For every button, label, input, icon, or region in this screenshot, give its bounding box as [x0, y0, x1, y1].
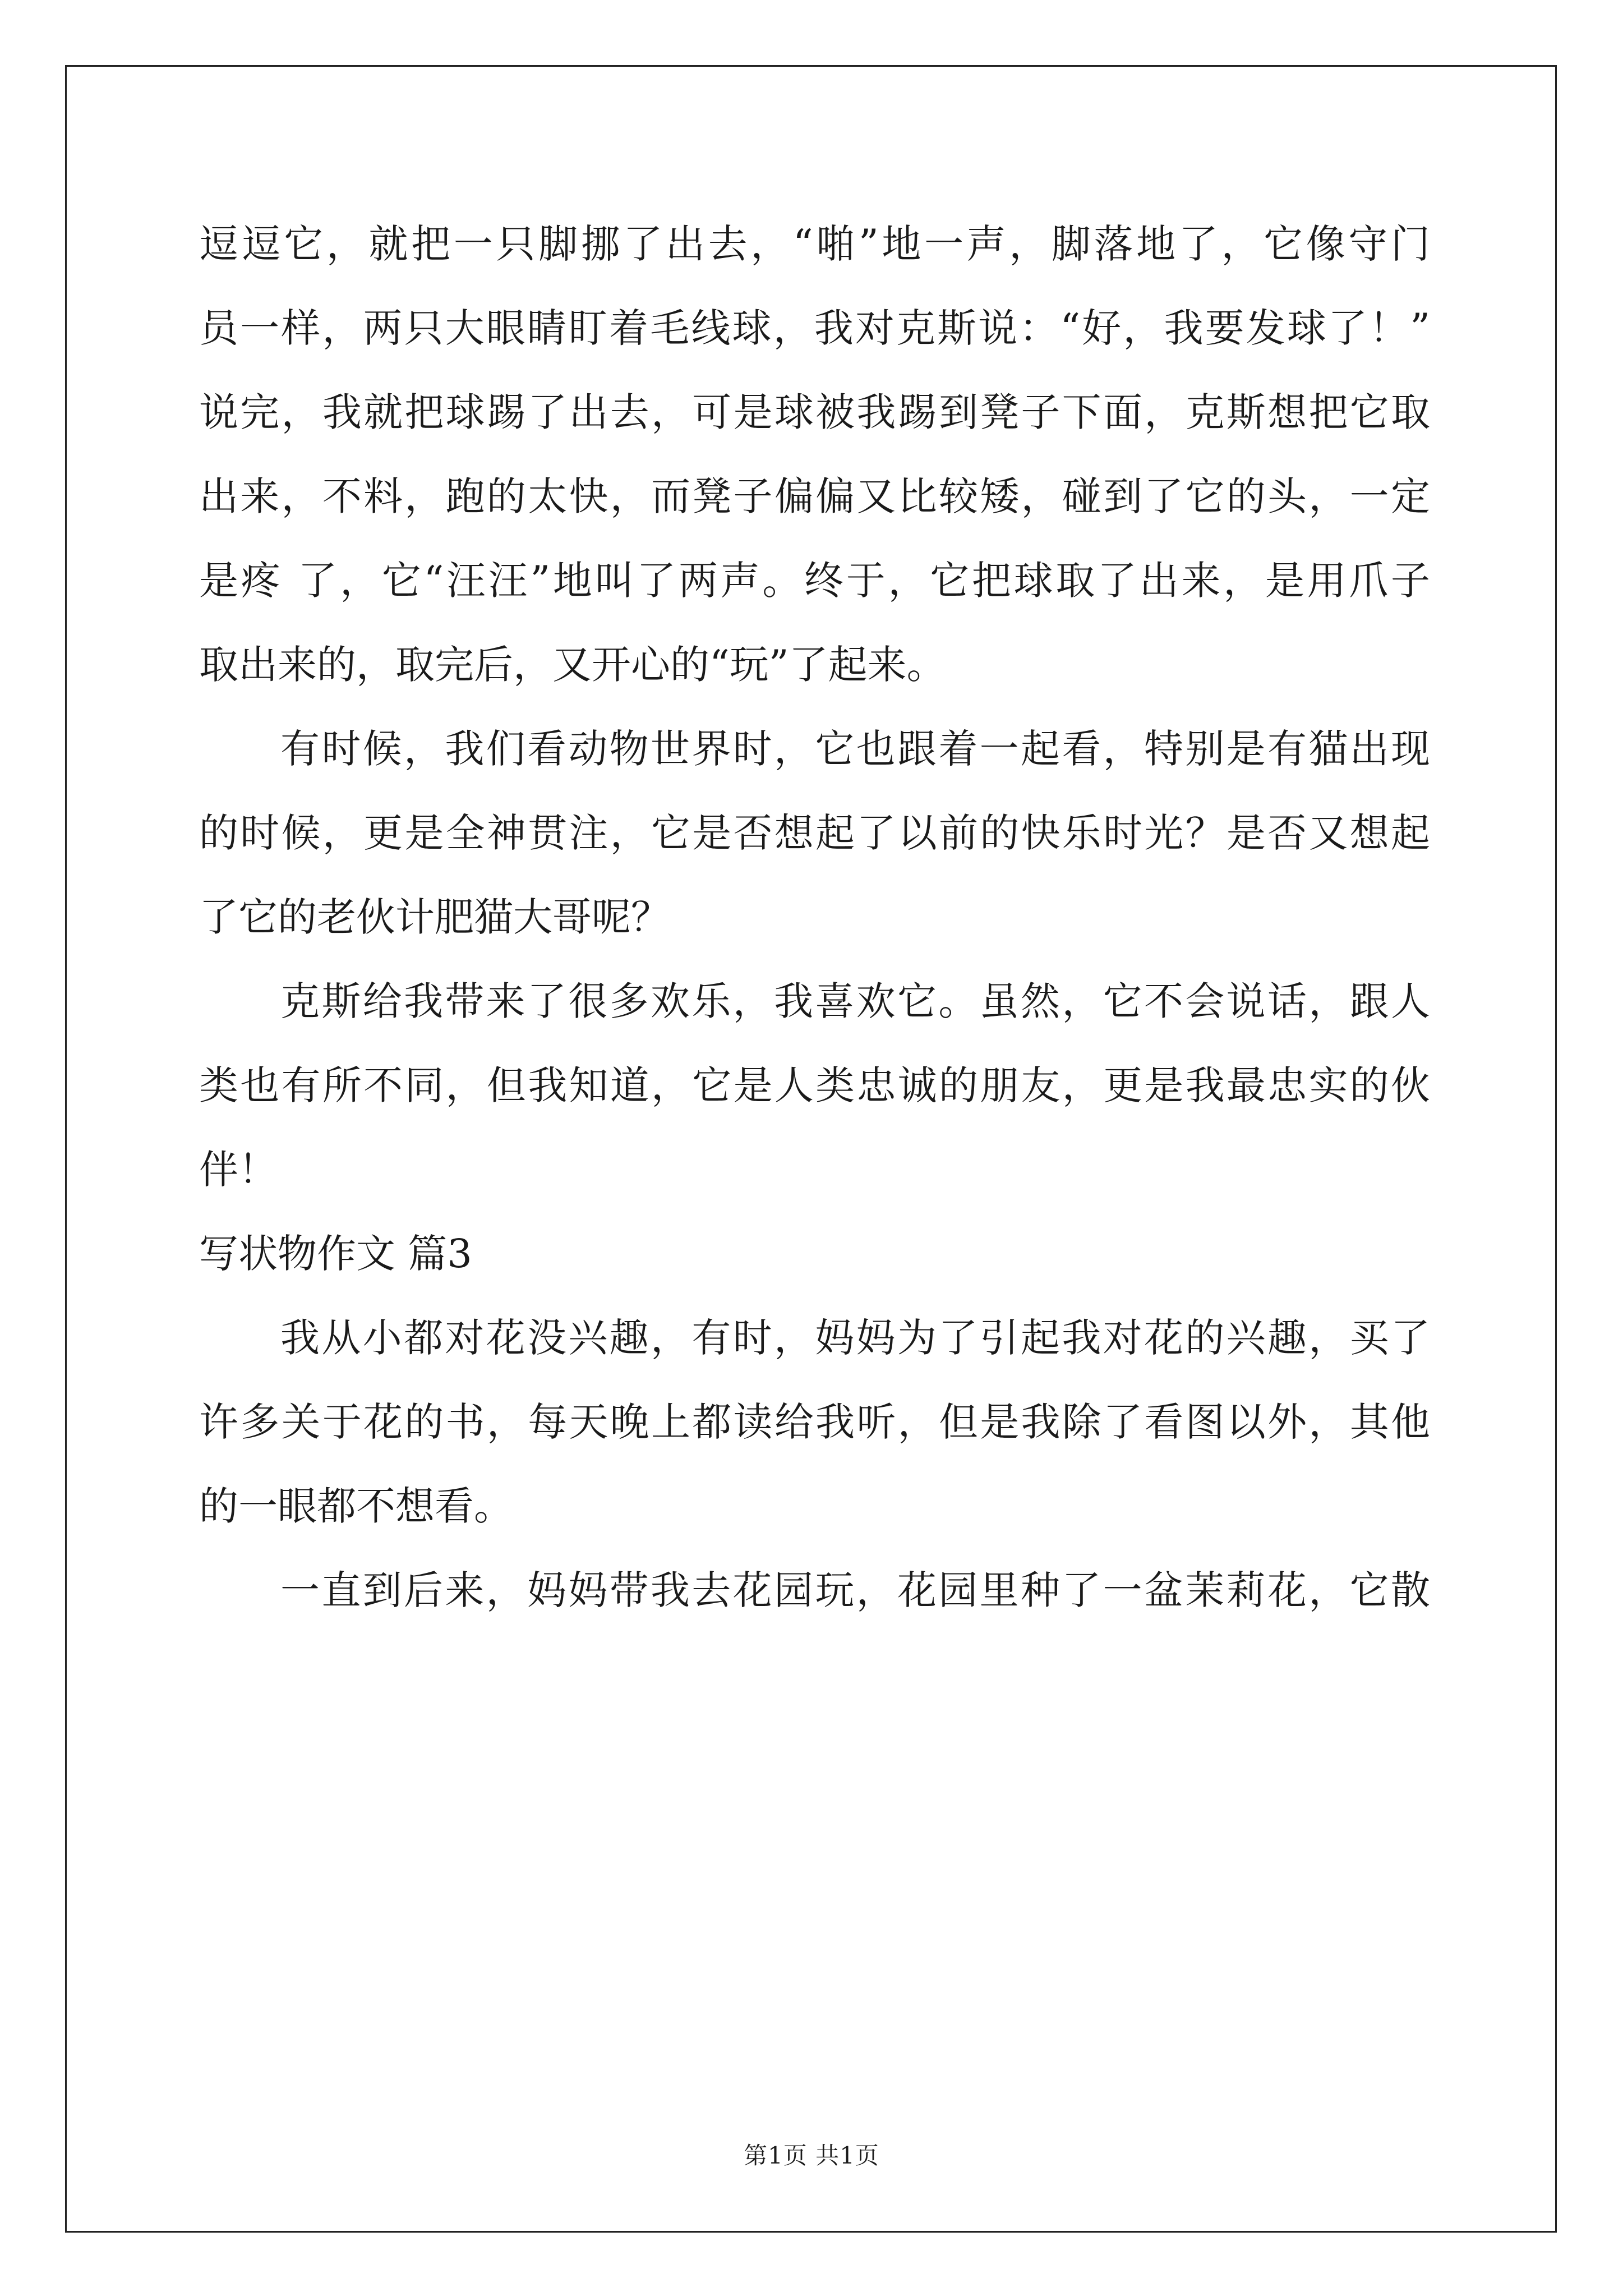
paragraph-line: 说完，我就把球踢了出去，可是球被我踢到凳子下面，克斯想把它取	[199, 389, 1430, 435]
paragraph-line: 伴！	[199, 1147, 278, 1193]
paragraph-line: 许多关于花的书，每天晚上都读给我听，但是我除了看图以外，其他	[199, 1399, 1430, 1445]
paragraph-line: 员一样，两只大眼睛盯着毛线球，我对克斯说：“好，我要发球了！”	[199, 305, 1430, 351]
paragraph-line: 逗逗它，就把一只脚挪了出去，“啪”地一声，脚落地了，它像守门	[199, 221, 1430, 267]
paragraph-line: 的时候，更是全神贯注，它是否想起了以前的快乐时光？是否又想起	[199, 810, 1430, 856]
page-footer: 第1页 共1页	[744, 2142, 879, 2169]
paragraph-line: 我从小都对花没兴趣，有时，妈妈为了引起我对花的兴趣，买了	[280, 1315, 1430, 1361]
paragraph-line: 取出来的，取完后，又开心的“玩”了起来。	[199, 642, 946, 688]
paragraph-line: 是疼 了，它“汪汪”地叫了两声。终于，它把球取了出来，是用爪子	[199, 558, 1430, 604]
paragraph-line: 类也有所不同，但我知道，它是人类忠诚的朋友，更是我最忠实的伙	[199, 1062, 1430, 1108]
paragraph-line: 一直到后来，妈妈带我去花园玩，花园里种了一盆茉莉花，它散	[280, 1567, 1430, 1613]
paragraph-line: 出来，不料，跑的太快，而凳子偏偏又比较矮，碰到了它的头，一定	[199, 473, 1430, 519]
paragraph-line: 了它的老伙计肥猫大哥呢？	[199, 894, 670, 940]
paragraph-line: 有时候，我们看动物世界时，它也跟着一起看，特别是有猫出现	[280, 726, 1430, 772]
section-heading: 写状物作文 篇3	[199, 1231, 472, 1277]
paragraph-line: 的一眼都不想看。	[199, 1483, 513, 1529]
paragraph-line: 克斯给我带来了很多欢乐，我喜欢它。虽然，它不会说话，跟人	[280, 978, 1430, 1024]
